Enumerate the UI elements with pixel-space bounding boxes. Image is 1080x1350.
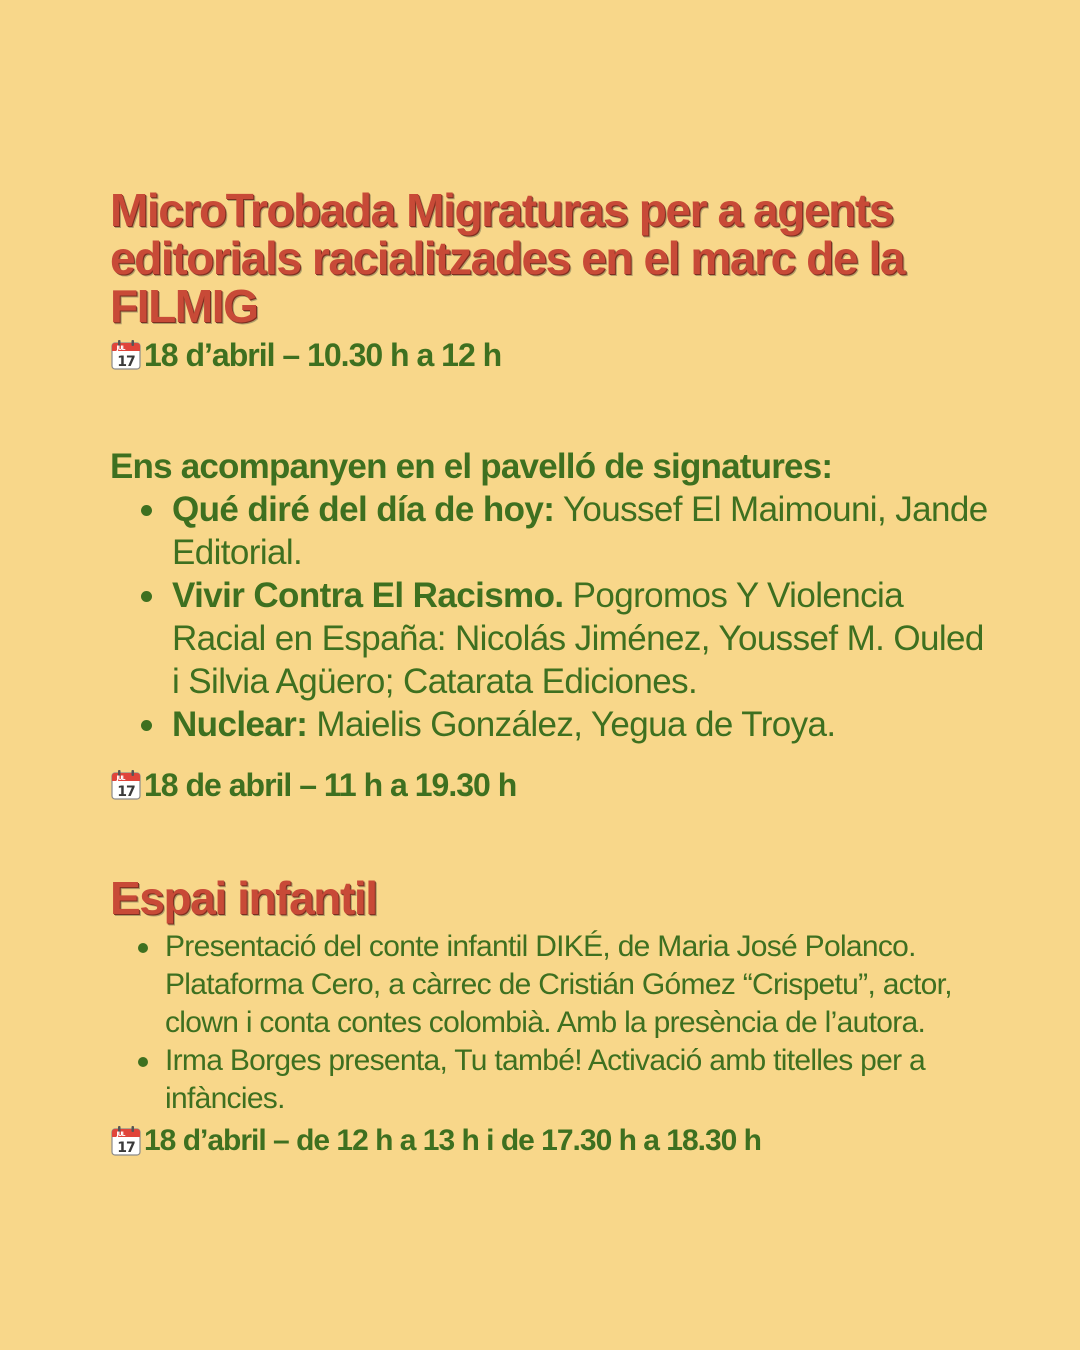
book-details: Pogromos Y Violencia Racial en España: Nicolás Jiménez, Youssef M. Ouled i Silvia Agüero; Catarata Ediciones. (172, 576, 984, 701)
event-date-text: 18 d’abril – de 12 h a 13 h i de 17.30 h a 18.30 h (144, 1124, 762, 1157)
svg-text:17: 17 (117, 354, 135, 370)
book-details: Maielis González, Yegua de Troya. (307, 705, 836, 744)
signatures-heading: Ens acompanyen en el pavelló de signatures: (110, 447, 833, 486)
calendar-icon (110, 339, 142, 371)
book-title: Qué diré del día de hoy: (172, 490, 555, 529)
svg-text:JUL: JUL (116, 775, 125, 782)
activities-list (110, 928, 990, 1118)
svg-text:JUL: JUL (116, 345, 125, 352)
event-title: MicroTrobada Migraturas per a agents editorials racialitzades en el marc de la FILMIG (110, 184, 905, 332)
svg-text:JUL: JUL (116, 1131, 125, 1138)
event-date-text: 18 de abril – 11 h a 19.30 h (144, 767, 517, 803)
svg-text:17: 17 (117, 784, 135, 800)
event-date (110, 766, 990, 804)
event-signatures (110, 446, 990, 804)
list-item: Irma Borges presenta, Tu també! Activació amb titelles per a infàncies. (110, 1042, 990, 1118)
list-item: Presentació del conte infantil DIKÉ, de Maria José Polanco. Plataforma Cero, a càrrec de Cristián Gómez “Crispetu”, actor, clown i conta contes colombià. Amb la presència de l’autora. (110, 928, 990, 1042)
event-espai-infantil (110, 874, 990, 1160)
calendar-icon (110, 769, 142, 801)
list-item (110, 574, 990, 703)
signatures-list (110, 488, 990, 746)
book-title: Nuclear: (172, 705, 308, 744)
list-item (110, 703, 990, 746)
event-date-text: 18 d’abril – 10.30 h a 12 h (144, 337, 502, 373)
list-item (110, 488, 990, 574)
event-date (110, 1122, 990, 1160)
book-title: Vivir Contra El Racismo. (172, 576, 564, 615)
event-title: Espai infantil (110, 872, 377, 924)
book-details: Youssef El Maimouni, Jande Editorial. (172, 490, 988, 572)
svg-text:17: 17 (117, 1140, 135, 1156)
event-microtrobada (110, 186, 990, 374)
event-date (110, 336, 990, 374)
calendar-icon (110, 1125, 142, 1157)
